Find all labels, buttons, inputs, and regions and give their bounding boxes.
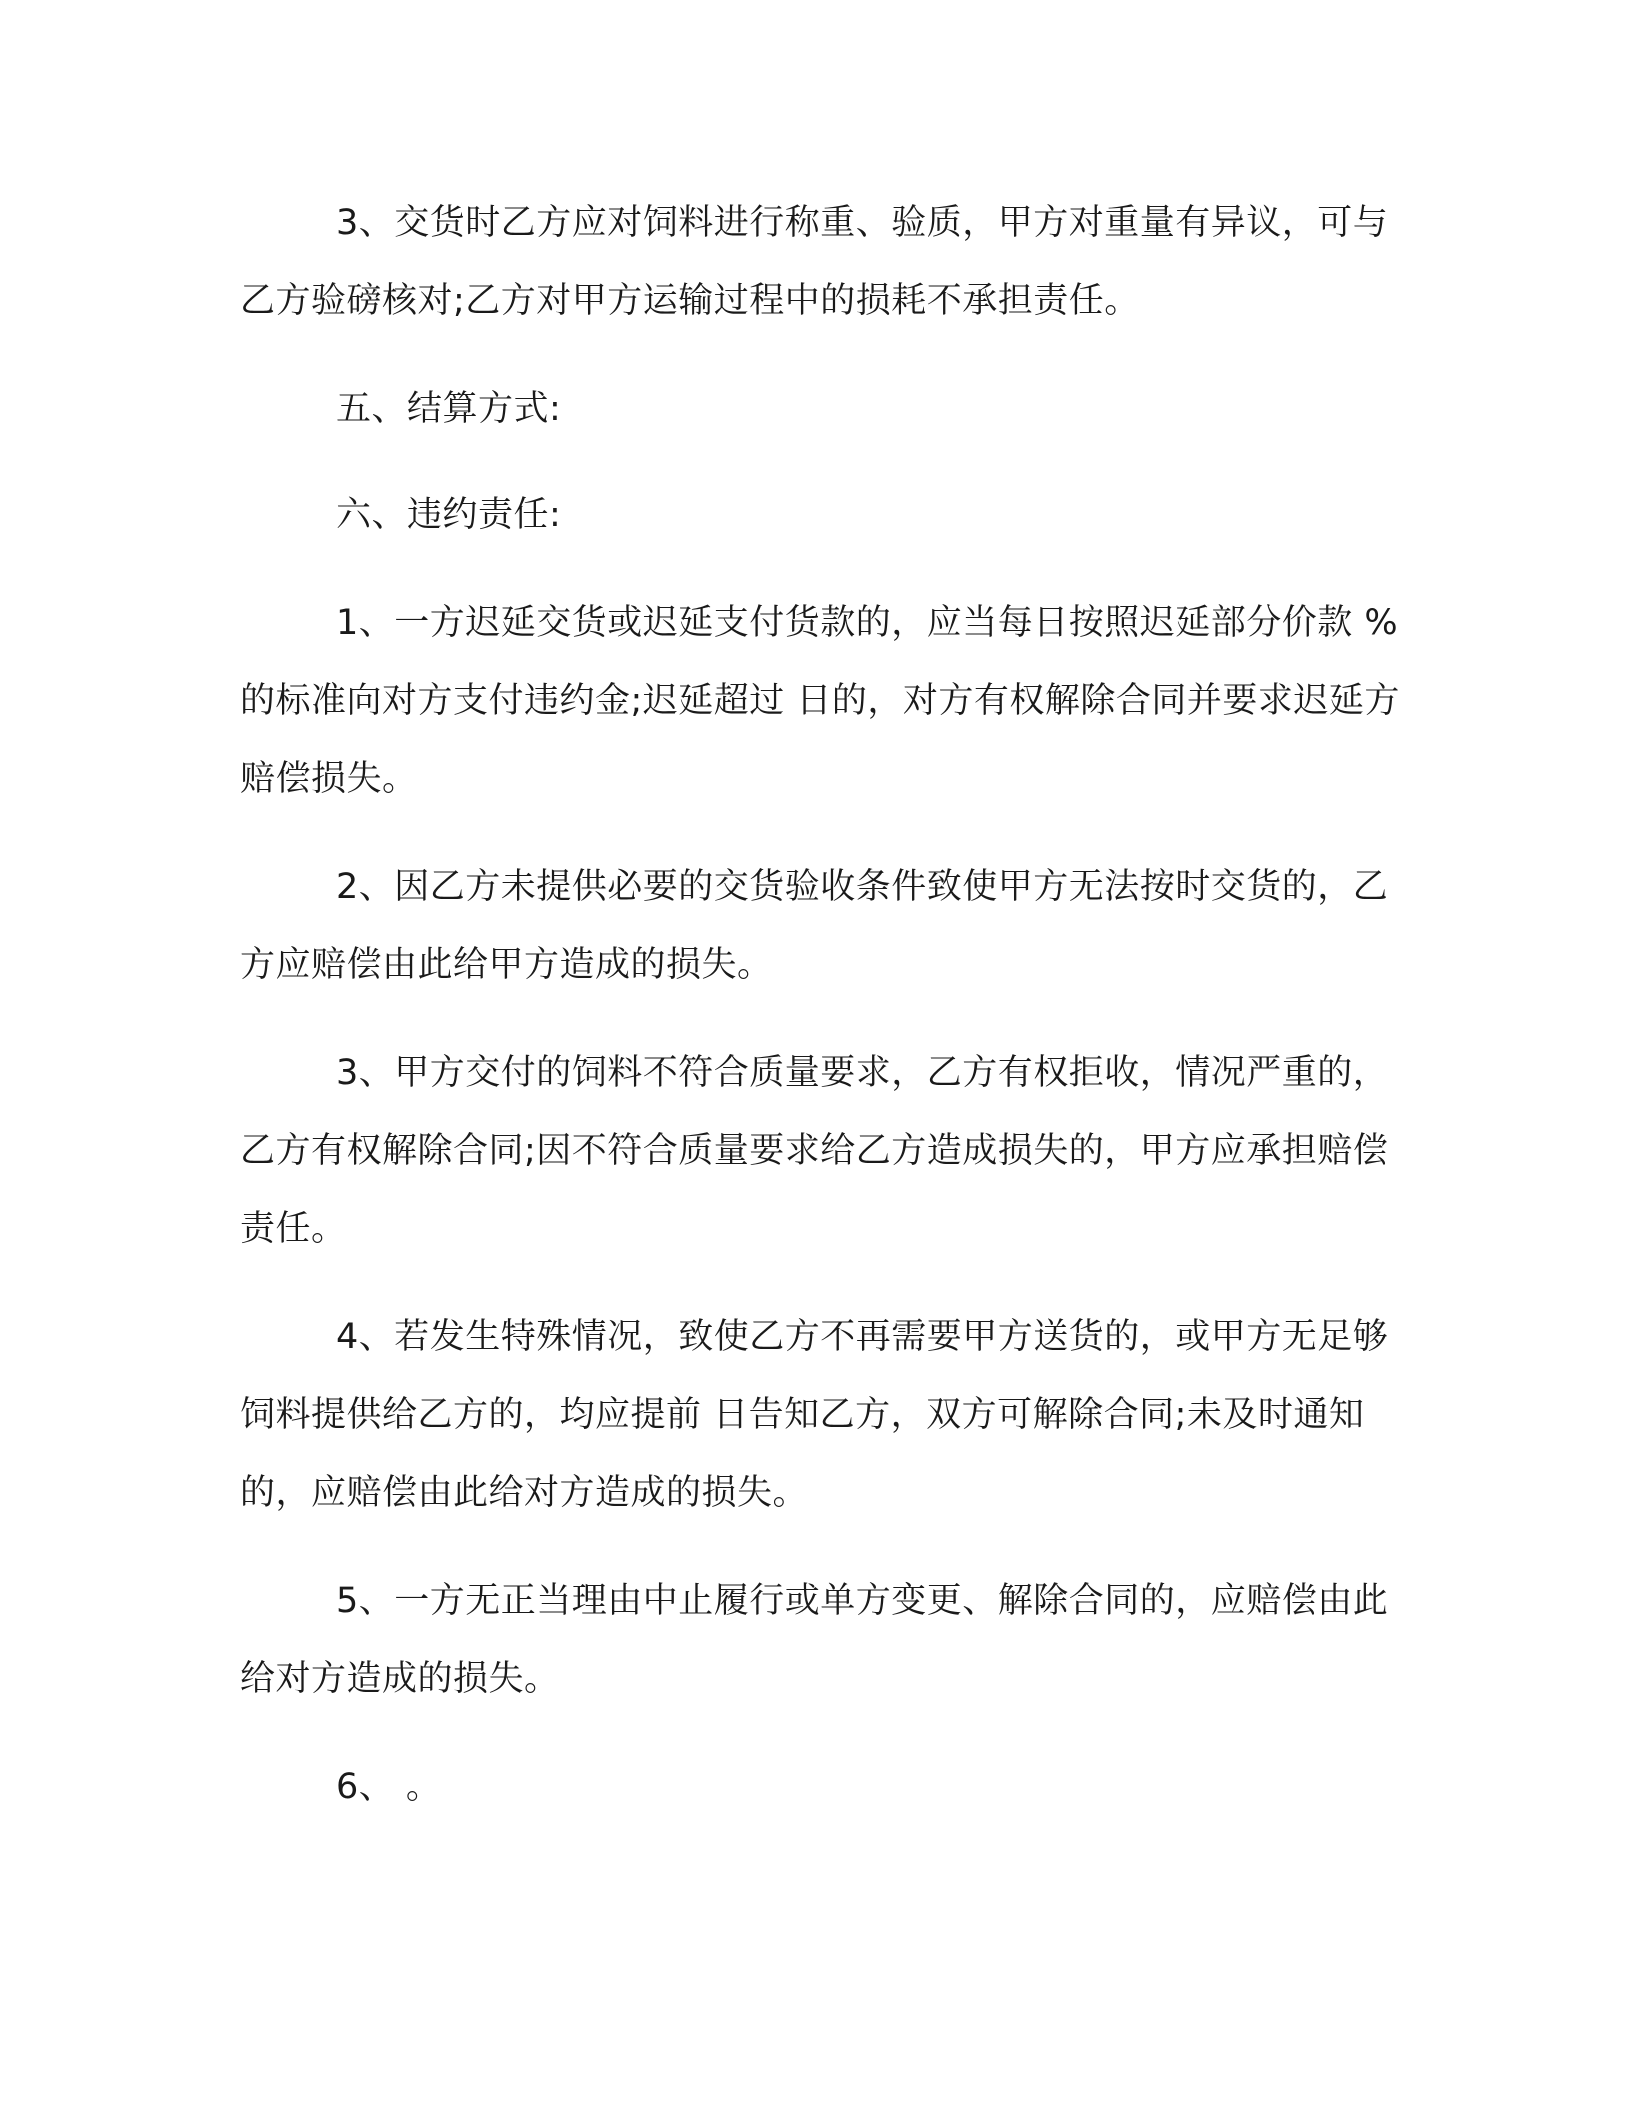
- paragraph-breach-3: 3、甲方交付的饲料不符合质量要求，乙方有权拒收，情况严重的，乙方有权解除合同;因不符合质量要求给乙方造成损失的，甲方应承担赔偿责任。: [240, 1053, 1389, 1249]
- paragraph-delivery-weighing: 3、交货时乙方应对饲料进行称重、验质，甲方对重量有异议，可与乙方验磅核对;乙方对甲方运输过程中的损耗不承担责任。: [240, 203, 1389, 321]
- paragraph-breach-4: 4、若发生特殊情况，致使乙方不再需要甲方送货的，或甲方无足够饲料提供给乙方的，均应提前 日告知乙方，双方可解除合同;未及时通知的，应赔偿由此给对方造成的损失。: [240, 1317, 1389, 1513]
- heading-breach-liability: 六、违约责任:: [336, 495, 562, 535]
- document-body: [240, 184, 1400, 1826]
- paragraph-breach-5: 5、一方无正当理由中止履行或单方变更、解除合同的，应赔偿由此给对方造成的损失。: [240, 1581, 1389, 1699]
- paragraph-breach-2: 2、因乙方未提供必要的交货验收条件致使甲方无法按时交货的，乙方应赔偿由此给甲方造成的损失。: [240, 867, 1389, 985]
- paragraph-breach-1: 1、一方迟延交货或迟延支付货款的，应当每日按照迟延部分价款 % 的标准向对方支付违约金;迟延超过 日的，对方有权解除合同并要求迟延方赔偿损失。: [240, 603, 1400, 799]
- heading-settlement-method: 五、结算方式:: [336, 389, 562, 429]
- paragraph-breach-6: 6、 。: [336, 1767, 442, 1807]
